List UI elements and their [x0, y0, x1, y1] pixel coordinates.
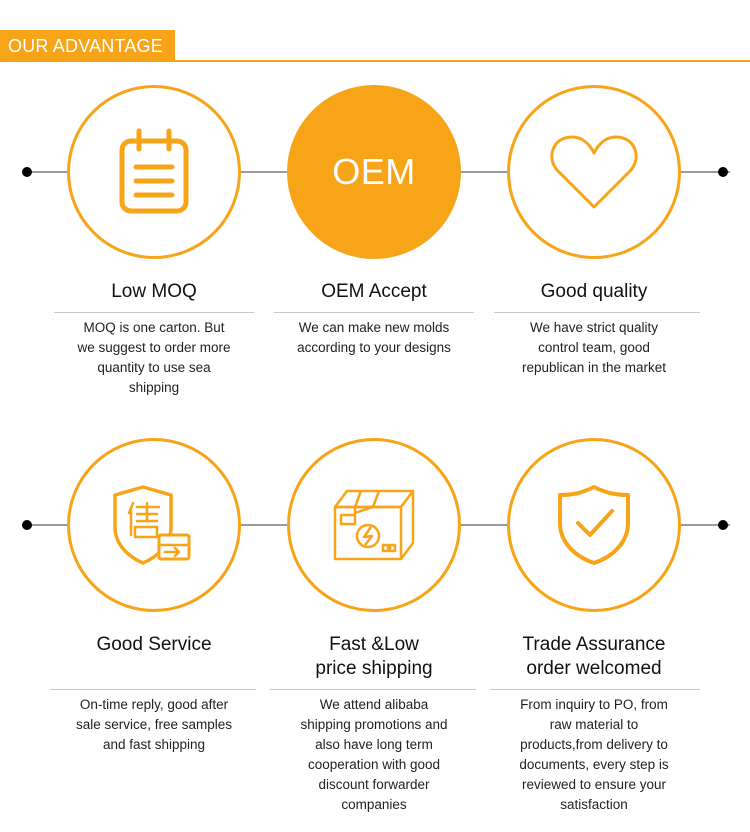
desc-line: satisfaction: [560, 797, 628, 812]
good-quality-description: [494, 318, 694, 378]
desc-line: MOQ is one carton. But: [83, 320, 225, 335]
desc-line: quantity to use sea: [97, 360, 211, 375]
oem-accept-title: OEM Accept: [321, 281, 427, 302]
desc-line: cooperation with good: [307, 757, 441, 772]
oem-accept-separator: [274, 312, 474, 313]
desc-line: companies: [341, 797, 407, 812]
desc-line: We can make new molds: [298, 320, 450, 335]
heart-icon: [548, 131, 640, 213]
row-2-right-dot: [718, 520, 728, 530]
header-underline: [0, 60, 750, 62]
trade-assurance-description: [494, 695, 694, 815]
low-moq-description: [54, 318, 254, 398]
desc-line: From inquiry to PO, from: [520, 697, 668, 712]
good-service-description: [54, 695, 254, 755]
trade-assurance-circle: [507, 438, 681, 612]
desc-line: also have long term: [315, 737, 433, 752]
desc-line: control team, good: [538, 340, 650, 355]
trade-assurance-separator: [490, 689, 700, 690]
desc-line: raw material to: [549, 717, 639, 732]
desc-line: and fast shipping: [102, 737, 206, 752]
desc-line: sale service, free samples: [75, 717, 233, 732]
oem-circle: [287, 85, 461, 259]
row-2-left-dot: [22, 520, 32, 530]
title-line: Trade Assurance: [522, 634, 666, 655]
shield-check-icon: [554, 483, 634, 567]
fast-shipping-description: [274, 695, 474, 815]
title-line: order welcomed: [526, 658, 662, 679]
desc-line: shipping promotions and: [300, 717, 448, 732]
low-moq-title: Low MOQ: [111, 281, 197, 302]
desc-line: reviewed to ensure your: [521, 777, 667, 792]
title-line: Fast &Low: [329, 634, 419, 655]
service-shield-icon: [109, 483, 199, 567]
oem-accept-description: [274, 318, 474, 358]
desc-line: shipping: [128, 380, 180, 395]
good-service-circle: [67, 438, 241, 612]
desc-line: We have strict quality: [529, 320, 659, 335]
good-quality-separator: [494, 312, 700, 313]
oem-badge-text: OEM: [332, 151, 416, 192]
notepad-icon: [114, 127, 194, 217]
desc-line: according to your designs: [297, 340, 451, 355]
good-quality-circle: [507, 85, 681, 259]
desc-line: documents, every step is: [519, 757, 669, 772]
fast-shipping-title: [274, 633, 474, 681]
desc-line: republican in the market: [521, 360, 667, 375]
desc-line: We attend alibaba: [319, 697, 429, 712]
trade-assurance-title: [494, 633, 694, 681]
desc-line: products,from delivery to: [520, 737, 668, 752]
fast-shipping-separator: [270, 689, 476, 690]
fast-shipping-circle: [287, 438, 461, 612]
low-moq-circle: [67, 85, 241, 259]
section-title-tag: [0, 30, 175, 62]
good-quality-title: Good quality: [540, 281, 648, 302]
good-service-title: Good Service: [96, 634, 212, 655]
good-service-separator: [50, 689, 256, 690]
desc-line: discount forwarder: [318, 777, 430, 792]
row-1-left-dot: [22, 167, 32, 177]
package-box-icon: [329, 485, 419, 565]
desc-line: On-time reply, good after: [79, 697, 229, 712]
section-title: OUR ADVANTAGE: [8, 36, 163, 56]
row-1-right-dot: [718, 167, 728, 177]
desc-line: we suggest to order more: [77, 340, 231, 355]
title-line: price shipping: [315, 658, 433, 679]
low-moq-separator: [54, 312, 254, 313]
